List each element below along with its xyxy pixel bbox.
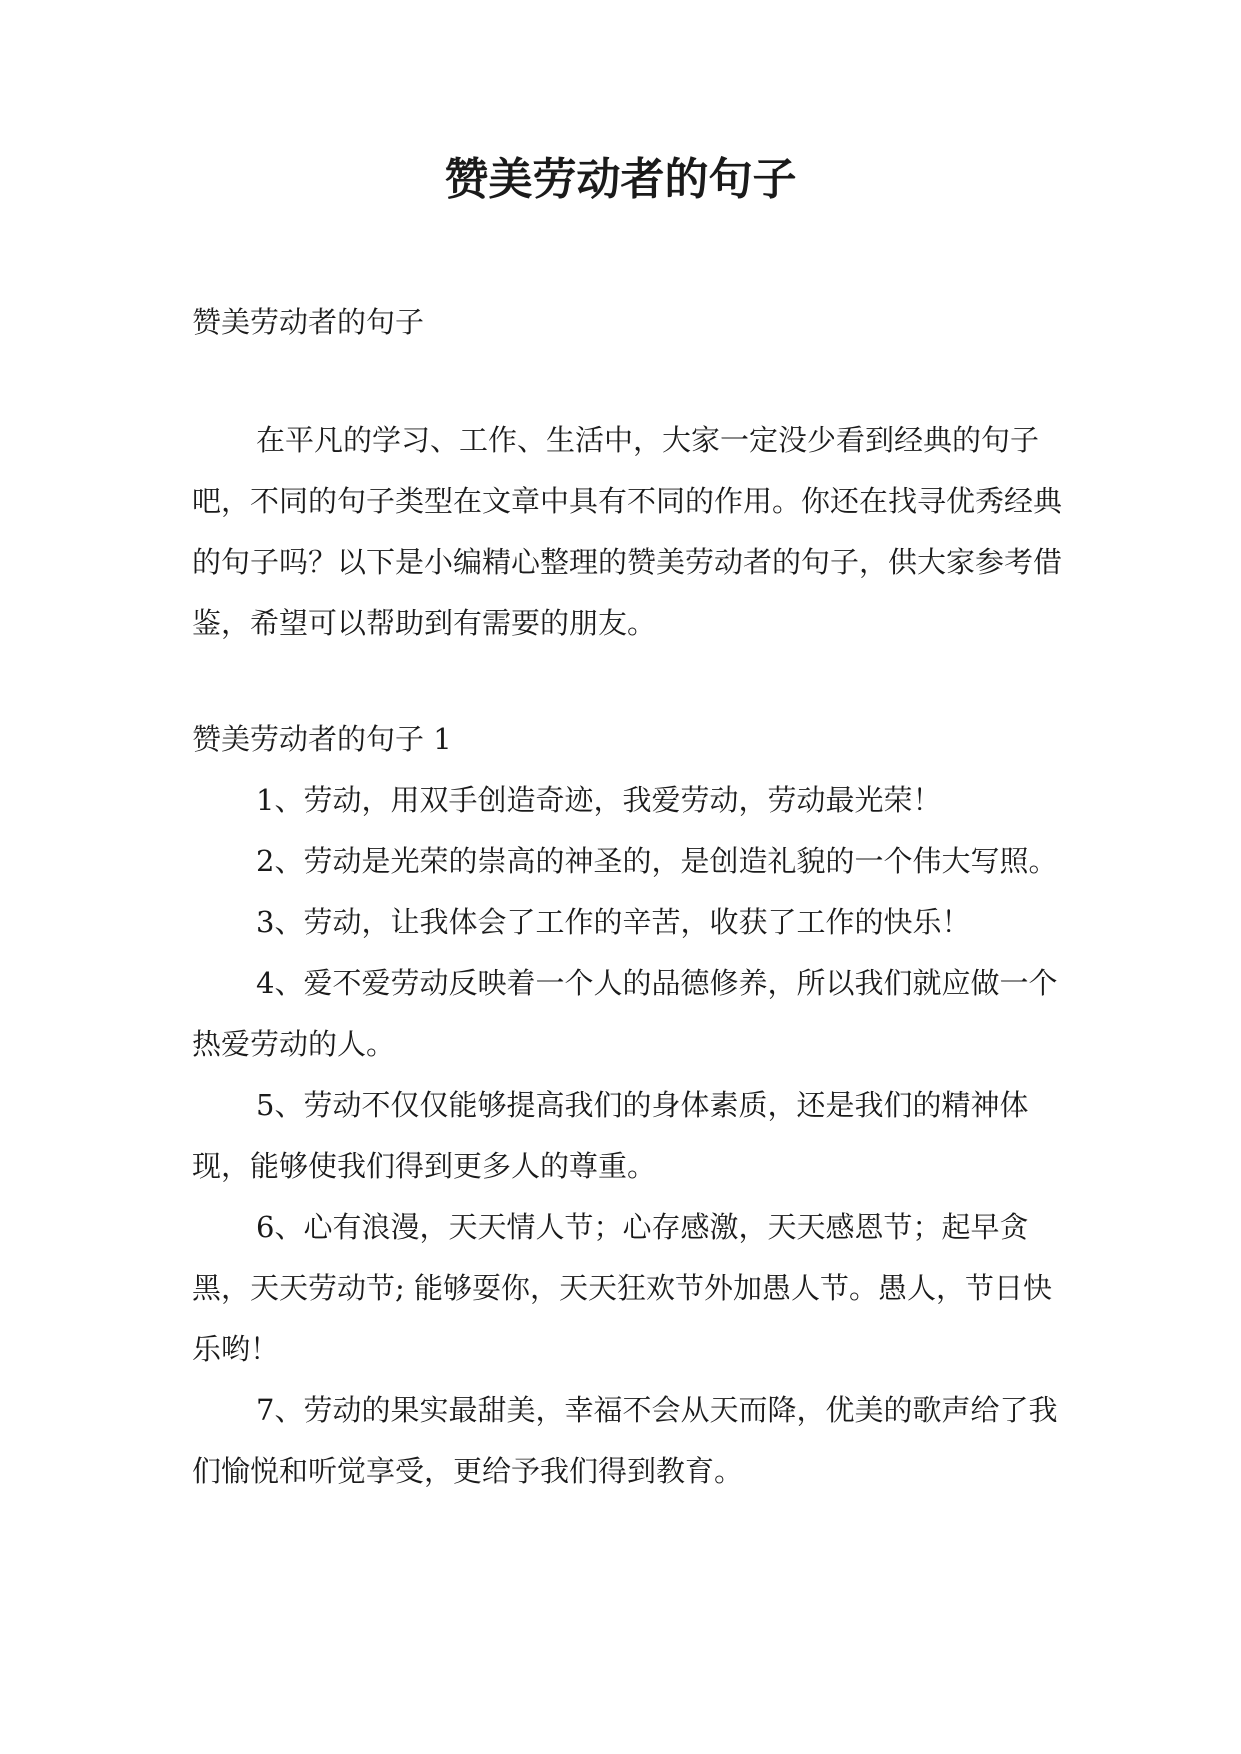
section-heading: 赞美劳动者的句子 1 xyxy=(192,722,452,756)
document-title: 赞美劳动者的句子 xyxy=(444,154,797,205)
list-item: 2、劳动是光荣的崇高的神圣的，是创造礼貌的一个伟大写照。 xyxy=(256,844,1058,878)
document-body xyxy=(192,292,1064,1502)
list-item: 4、爱不爱劳动反映着一个人的品德修养，所以我们就应做一个热爱劳动的人。 xyxy=(192,966,1058,1061)
list-item: 6、心有浪漫，天天情人节；心存感激，天天感恩节；起早贪黑，天天劳动节; 能够耍你，天天狂欢节外加愚人节。愚人，节日快乐哟！ xyxy=(192,1210,1052,1366)
list-item: 3、劳动，让我体会了工作的辛苦，收获了工作的快乐！ xyxy=(256,905,971,939)
intro-paragraph: 在平凡的学习、工作、生活中，大家一定没少看到经典的句子吧，不同的句子类型在文章中具有不同的作用。你还在找寻优秀经典的句子吗？以下是小编精心整理的赞美劳动者的句子，供大家参考借鉴，希望可以帮助到有需要的朋友。 xyxy=(192,423,1063,640)
list-item: 7、劳动的果实最甜美，幸福不会从天而降，优美的歌声给了我们愉悦和听觉享受，更给予我们得到教育。 xyxy=(192,1393,1058,1488)
list-item: 1、劳动，用双手创造奇迹，我爱劳动，劳动最光荣！ xyxy=(256,783,942,817)
list-item: 5、劳动不仅仅能够提高我们的身体素质，还是我们的精神体现，能够使我们得到更多人的尊重。 xyxy=(192,1088,1029,1183)
document-subtitle: 赞美劳动者的句子 xyxy=(192,305,425,339)
